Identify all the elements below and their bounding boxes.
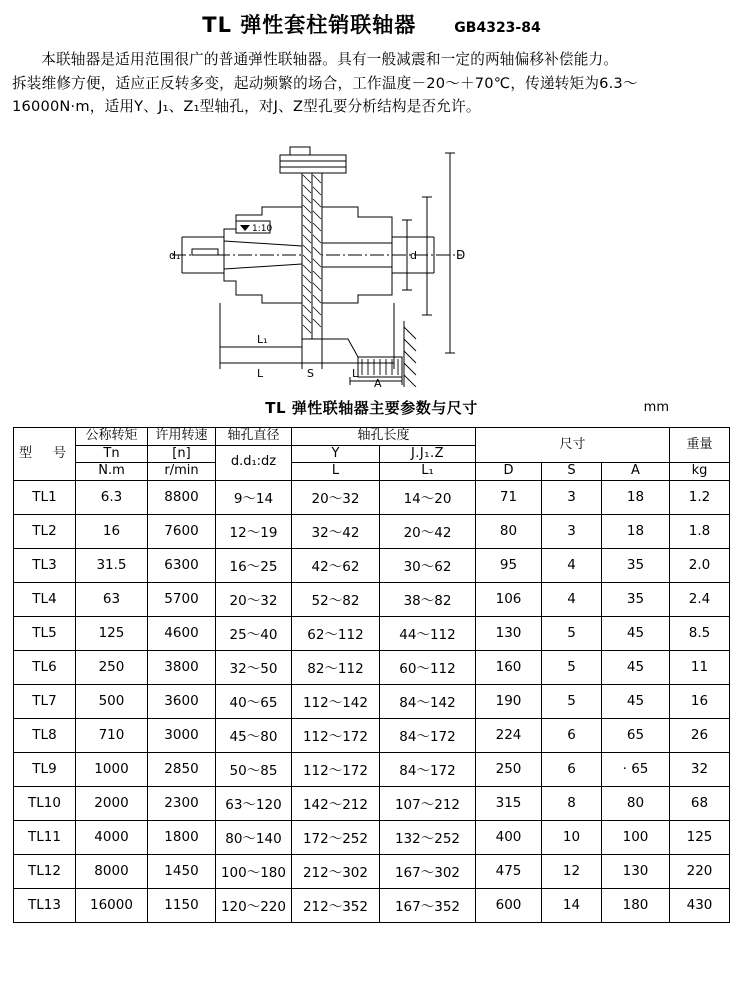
col-header-length-L1: L₁ bbox=[379, 463, 475, 481]
cell-bore: 25～40 bbox=[215, 616, 291, 650]
cell-S: 10 bbox=[542, 820, 602, 854]
intro-line-2: 拆装维修方便，适应正反转多变，起动频繁的场合，工作温度－20～＋70℃，传递转矩为6.3～ bbox=[12, 74, 638, 92]
cell-weight: 2.4 bbox=[670, 582, 730, 616]
cell-A: 65 bbox=[602, 718, 670, 752]
cell-speed: 2300 bbox=[147, 786, 215, 820]
cell-torque: 500 bbox=[75, 684, 147, 718]
cell-L: 142～212 bbox=[291, 786, 379, 820]
cell-D: 80 bbox=[476, 514, 542, 548]
intro-paragraph bbox=[12, 48, 731, 119]
spec-table bbox=[13, 427, 730, 923]
table-row bbox=[13, 752, 729, 786]
cell-torque: 1000 bbox=[75, 752, 147, 786]
col-header-bore-symbol: d.d₁:dz bbox=[215, 445, 291, 480]
col-header-model: 型 号 bbox=[13, 427, 75, 480]
cell-speed: 3000 bbox=[147, 718, 215, 752]
cell-A: 35 bbox=[602, 548, 670, 582]
cell-L1: 44～112 bbox=[379, 616, 475, 650]
cell-D: 600 bbox=[476, 888, 542, 922]
cell-D: 250 bbox=[476, 752, 542, 786]
table-row bbox=[13, 616, 729, 650]
col-header-speed-unit: r/min bbox=[147, 463, 215, 481]
cell-model: TL3 bbox=[13, 548, 75, 582]
cell-A: 18 bbox=[602, 514, 670, 548]
cell-A: 45 bbox=[602, 650, 670, 684]
cell-L: 112～142 bbox=[291, 684, 379, 718]
cell-torque: 31.5 bbox=[75, 548, 147, 582]
cell-D: 95 bbox=[476, 548, 542, 582]
col-header-torque-title: 公称转矩 bbox=[75, 427, 147, 445]
table-unit-label: mm bbox=[643, 399, 669, 415]
cell-L1: 167～302 bbox=[379, 854, 475, 888]
col-header-weight-unit: kg bbox=[670, 463, 730, 481]
table-row bbox=[13, 650, 729, 684]
cell-L1: 20～42 bbox=[379, 514, 475, 548]
cell-bore: 100～180 bbox=[215, 854, 291, 888]
cell-speed: 3600 bbox=[147, 684, 215, 718]
cell-bore: 9～14 bbox=[215, 480, 291, 514]
cell-torque: 8000 bbox=[75, 854, 147, 888]
col-header-bore-title: 轴孔直径 bbox=[215, 427, 291, 445]
cell-bore: 80～140 bbox=[215, 820, 291, 854]
cell-A: 130 bbox=[602, 854, 670, 888]
table-caption bbox=[12, 397, 731, 419]
cell-torque: 125 bbox=[75, 616, 147, 650]
cell-speed: 4600 bbox=[147, 616, 215, 650]
cell-bore: 120～220 bbox=[215, 888, 291, 922]
cell-L1: 84～142 bbox=[379, 684, 475, 718]
spec-table-body bbox=[13, 480, 729, 922]
intro-line-3: 16000N·m，适用Y、J₁、Z₁型轴孔，对J、Z型孔要分析结构是否允许。 bbox=[12, 98, 481, 116]
cell-weight: 16 bbox=[670, 684, 730, 718]
cell-weight: 8.5 bbox=[670, 616, 730, 650]
cell-weight: 32 bbox=[670, 752, 730, 786]
cell-bore: 16～25 bbox=[215, 548, 291, 582]
cell-S: 14 bbox=[542, 888, 602, 922]
cell-A: 180 bbox=[602, 888, 670, 922]
cell-D: 106 bbox=[476, 582, 542, 616]
cell-speed: 1800 bbox=[147, 820, 215, 854]
col-header-torque-symbol: Tn bbox=[75, 445, 147, 463]
cell-D: 130 bbox=[476, 616, 542, 650]
cell-S: 6 bbox=[542, 718, 602, 752]
figure-label-d1: d₁ bbox=[168, 248, 180, 262]
cell-torque: 2000 bbox=[75, 786, 147, 820]
cell-L: 112～172 bbox=[291, 718, 379, 752]
cell-weight: 1.8 bbox=[670, 514, 730, 548]
cell-speed: 6300 bbox=[147, 548, 215, 582]
cell-torque: 250 bbox=[75, 650, 147, 684]
cell-speed: 7600 bbox=[147, 514, 215, 548]
table-row bbox=[13, 718, 729, 752]
figure-label-d: d bbox=[409, 248, 417, 262]
col-header-speed-symbol: [n] bbox=[147, 445, 215, 463]
cell-speed: 3800 bbox=[147, 650, 215, 684]
cell-L1: 38～82 bbox=[379, 582, 475, 616]
cell-model: TL9 bbox=[13, 752, 75, 786]
cell-model: TL2 bbox=[13, 514, 75, 548]
cell-S: 12 bbox=[542, 854, 602, 888]
figure-label-L-left: L bbox=[256, 366, 263, 380]
cell-A: 45 bbox=[602, 684, 670, 718]
cell-L1: 60～112 bbox=[379, 650, 475, 684]
cell-model: TL5 bbox=[13, 616, 75, 650]
cell-D: 315 bbox=[476, 786, 542, 820]
table-row bbox=[13, 582, 729, 616]
cell-model: TL10 bbox=[13, 786, 75, 820]
cell-model: TL6 bbox=[13, 650, 75, 684]
figure-wrap bbox=[12, 125, 731, 393]
cell-L: 52～82 bbox=[291, 582, 379, 616]
table-row bbox=[13, 514, 729, 548]
cell-S: 5 bbox=[542, 684, 602, 718]
cell-A: 18 bbox=[602, 480, 670, 514]
cell-L1: 84～172 bbox=[379, 752, 475, 786]
cell-S: 4 bbox=[542, 582, 602, 616]
table-row bbox=[13, 854, 729, 888]
cell-weight: 26 bbox=[670, 718, 730, 752]
cell-weight: 125 bbox=[670, 820, 730, 854]
table-header-row-3 bbox=[13, 463, 729, 481]
title-row bbox=[12, 0, 731, 39]
col-header-length-L: L bbox=[291, 463, 379, 481]
cell-L1: 107～212 bbox=[379, 786, 475, 820]
cell-speed: 5700 bbox=[147, 582, 215, 616]
cell-D: 160 bbox=[476, 650, 542, 684]
col-header-bore-type-y: Y bbox=[291, 445, 379, 463]
cell-S: 6 bbox=[542, 752, 602, 786]
table-row bbox=[13, 548, 729, 582]
col-header-torque-unit: N.m bbox=[75, 463, 147, 481]
cell-L1: 30～62 bbox=[379, 548, 475, 582]
cell-A: 35 bbox=[602, 582, 670, 616]
cell-bore: 63～120 bbox=[215, 786, 291, 820]
cell-bore: 50～85 bbox=[215, 752, 291, 786]
cell-model: TL12 bbox=[13, 854, 75, 888]
cell-bore: 12～19 bbox=[215, 514, 291, 548]
cell-weight: 68 bbox=[670, 786, 730, 820]
cell-A: 80 bbox=[602, 786, 670, 820]
cell-D: 224 bbox=[476, 718, 542, 752]
cell-L: 20～32 bbox=[291, 480, 379, 514]
cell-weight: 220 bbox=[670, 854, 730, 888]
col-header-dims-group: 尺寸 bbox=[476, 427, 670, 462]
cell-L: 82～112 bbox=[291, 650, 379, 684]
cell-torque: 6.3 bbox=[75, 480, 147, 514]
cell-torque: 16 bbox=[75, 514, 147, 548]
cell-speed: 2850 bbox=[147, 752, 215, 786]
cell-S: 8 bbox=[542, 786, 602, 820]
cell-L: 32～42 bbox=[291, 514, 379, 548]
col-header-dim-D: D bbox=[476, 463, 542, 481]
cell-D: 71 bbox=[476, 480, 542, 514]
cell-L: 172～252 bbox=[291, 820, 379, 854]
cell-bore: 20～32 bbox=[215, 582, 291, 616]
cell-S: 5 bbox=[542, 616, 602, 650]
cell-D: 190 bbox=[476, 684, 542, 718]
col-header-bore-type-jjz: J.J₁.Z bbox=[379, 445, 475, 463]
figure-label-taper: 1:10 bbox=[251, 223, 272, 234]
cell-L1: 167～352 bbox=[379, 888, 475, 922]
cell-model: TL8 bbox=[13, 718, 75, 752]
cell-speed: 8800 bbox=[147, 480, 215, 514]
cell-speed: 1150 bbox=[147, 888, 215, 922]
cell-model: TL1 bbox=[13, 480, 75, 514]
col-header-dim-A: A bbox=[602, 463, 670, 481]
table-row bbox=[13, 888, 729, 922]
cell-L: 112～172 bbox=[291, 752, 379, 786]
cell-bore: 45～80 bbox=[215, 718, 291, 752]
cell-model: TL7 bbox=[13, 684, 75, 718]
cell-S: 3 bbox=[542, 480, 602, 514]
cell-model: TL13 bbox=[13, 888, 75, 922]
cell-L: 42～62 bbox=[291, 548, 379, 582]
figure-label-S: S bbox=[306, 366, 314, 380]
cell-weight: 2.0 bbox=[670, 548, 730, 582]
page-title: TL 弹性套柱销联轴器 bbox=[202, 13, 417, 37]
cell-torque: 710 bbox=[75, 718, 147, 752]
cell-torque: 63 bbox=[75, 582, 147, 616]
cell-D: 475 bbox=[476, 854, 542, 888]
cell-S: 3 bbox=[542, 514, 602, 548]
cell-torque: 16000 bbox=[75, 888, 147, 922]
coupling-assembly-drawing bbox=[162, 125, 582, 387]
col-header-bore-length-group: 轴孔长度 bbox=[291, 427, 475, 445]
spec-table-head bbox=[13, 427, 729, 480]
cell-model: TL11 bbox=[13, 820, 75, 854]
cell-L1: 132～252 bbox=[379, 820, 475, 854]
cell-weight: 11 bbox=[670, 650, 730, 684]
cell-A: 45 bbox=[602, 616, 670, 650]
table-row bbox=[13, 786, 729, 820]
standard-code: GB4323-84 bbox=[454, 20, 541, 36]
table-row bbox=[13, 820, 729, 854]
cell-A: 100 bbox=[602, 820, 670, 854]
cell-D: 400 bbox=[476, 820, 542, 854]
table-caption-text: TL 弹性联轴器主要参数与尺寸 bbox=[265, 398, 478, 417]
cell-S: 4 bbox=[542, 548, 602, 582]
col-header-weight-title: 重量 bbox=[670, 427, 730, 462]
cell-S: 5 bbox=[542, 650, 602, 684]
cell-weight: 430 bbox=[670, 888, 730, 922]
figure-label-D: D bbox=[455, 247, 465, 262]
cell-bore: 32～50 bbox=[215, 650, 291, 684]
figure-label-L-right: L bbox=[351, 366, 358, 380]
cell-bore: 40～65 bbox=[215, 684, 291, 718]
col-header-dim-S: S bbox=[542, 463, 602, 481]
cell-L1: 84～172 bbox=[379, 718, 475, 752]
table-header-row-1 bbox=[13, 427, 729, 445]
figure-label-L1-left: L₁ bbox=[256, 332, 268, 346]
cell-weight: 1.2 bbox=[670, 480, 730, 514]
cell-model: TL4 bbox=[13, 582, 75, 616]
intro-line-1: 本联轴器是适用范围很广的普通弹性联轴器。具有一般减震和一定的两轴偏移补偿能力。 bbox=[41, 51, 619, 68]
cell-L: 212～302 bbox=[291, 854, 379, 888]
cell-torque: 4000 bbox=[75, 820, 147, 854]
figure-label-A: A bbox=[373, 376, 382, 387]
cell-speed: 1450 bbox=[147, 854, 215, 888]
cell-L1: 14～20 bbox=[379, 480, 475, 514]
cell-L: 62～112 bbox=[291, 616, 379, 650]
cell-A: · 65 bbox=[602, 752, 670, 786]
table-row bbox=[13, 684, 729, 718]
table-row bbox=[13, 480, 729, 514]
cell-L: 212～352 bbox=[291, 888, 379, 922]
col-header-speed-title: 许用转速 bbox=[147, 427, 215, 445]
